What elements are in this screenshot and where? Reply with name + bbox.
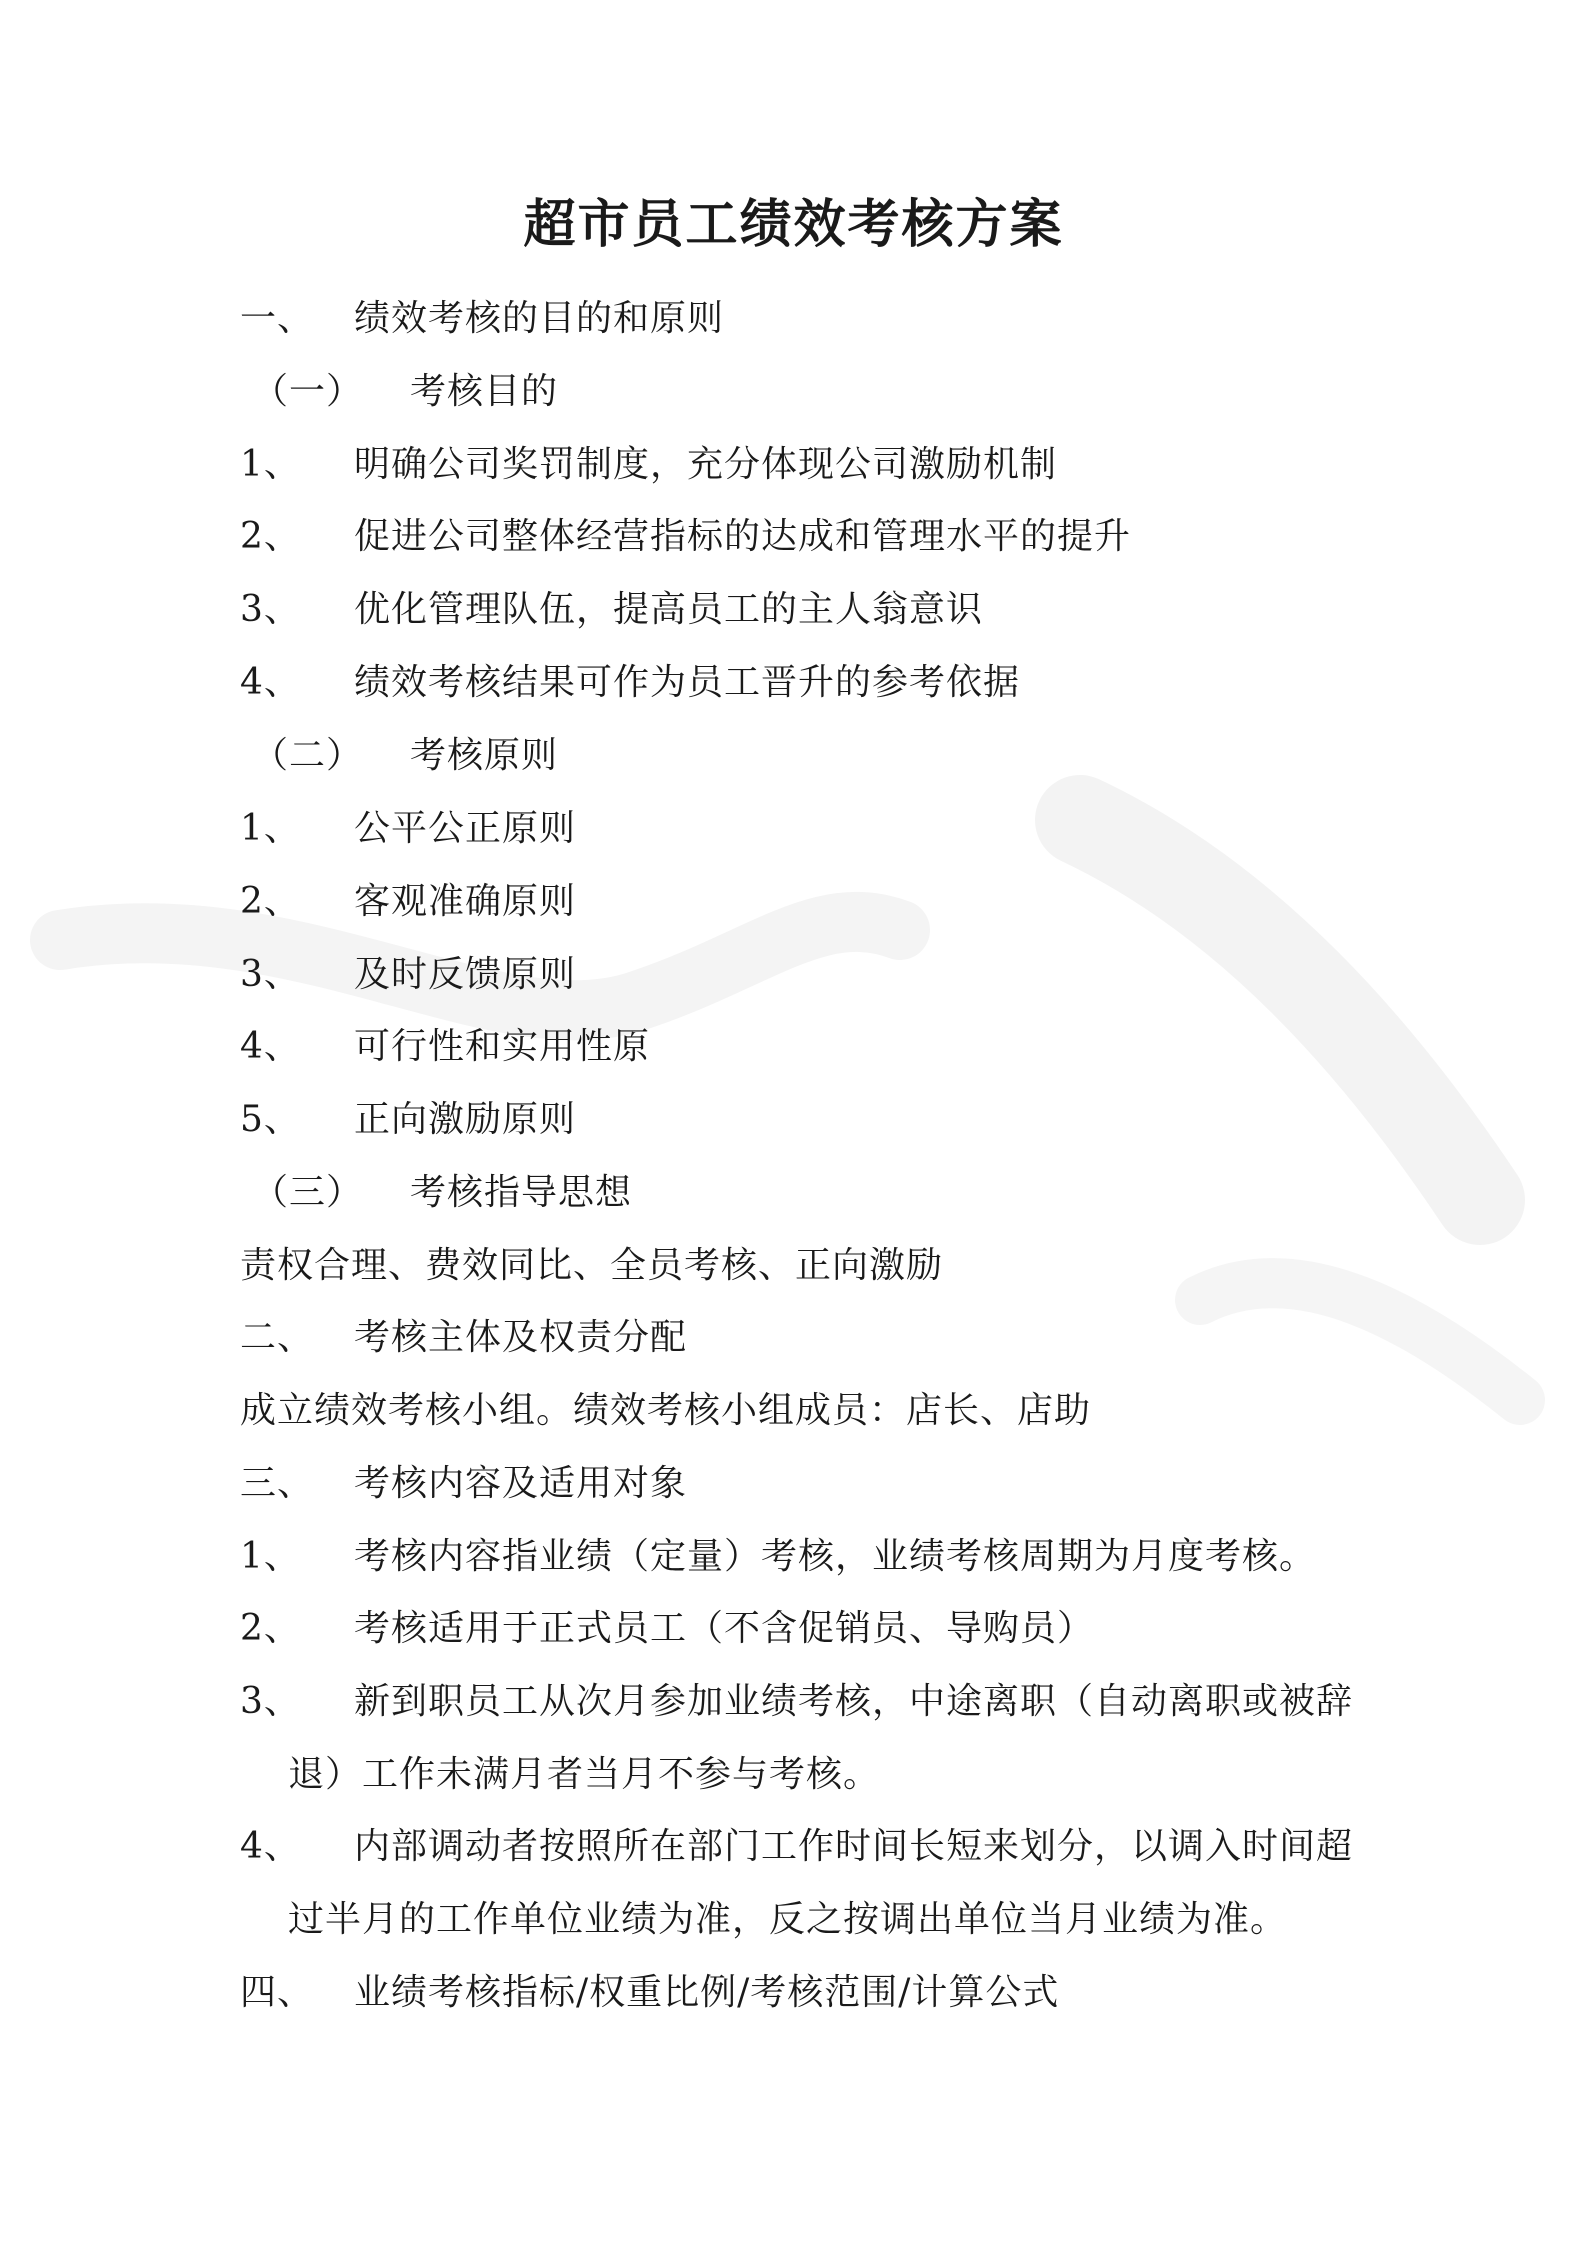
line-number: 4、 bbox=[240, 1026, 301, 1067]
section-heading-4 bbox=[240, 1968, 1059, 2018]
line-text: 促进公司整体经营指标的达成和管理水平的提升 bbox=[354, 516, 1132, 557]
line-text: 考核适用于正式员工（不含促销员、导购员） bbox=[354, 1608, 1095, 1649]
line-text: 考核主体及权责分配 bbox=[354, 1317, 688, 1358]
list-item bbox=[240, 804, 576, 854]
list-item bbox=[240, 1604, 1094, 1654]
line-number: 1、 bbox=[240, 808, 301, 849]
subsection-heading-3 bbox=[252, 1168, 632, 1218]
line-number: 2、 bbox=[240, 881, 301, 922]
line-text: 业绩考核指标/权重比例/考核范围/计算公式 bbox=[354, 1972, 1060, 2013]
paragraph bbox=[240, 1386, 1091, 1436]
line-text: 考核原则 bbox=[410, 735, 559, 776]
line-text: 明确公司奖罚制度，充分体现公司激励机制 bbox=[354, 444, 1058, 485]
line-number: 5、 bbox=[240, 1099, 301, 1140]
line-text: 过半月的工作单位业绩为准，反之按调出单位当月业绩为准。 bbox=[288, 1899, 1288, 1940]
line-number: 4、 bbox=[240, 662, 301, 703]
line-number: （三） bbox=[252, 1172, 364, 1213]
section-heading-2 bbox=[240, 1313, 687, 1363]
line-number: 四、 bbox=[240, 1972, 315, 2013]
line-text: 正向激励原则 bbox=[354, 1099, 577, 1140]
line-text: 及时反馈原则 bbox=[354, 954, 577, 995]
list-item bbox=[240, 1822, 1353, 1872]
line-number: （一） bbox=[252, 371, 364, 412]
line-number: 2、 bbox=[240, 516, 301, 557]
list-item bbox=[240, 1022, 650, 1072]
list-item bbox=[240, 1095, 576, 1145]
list-item bbox=[240, 877, 576, 927]
subsection-heading-2 bbox=[252, 731, 558, 781]
line-text: 绩效考核结果可作为员工晋升的参考依据 bbox=[354, 662, 1021, 703]
section-heading-3 bbox=[240, 1459, 687, 1509]
line-number: 一、 bbox=[240, 298, 315, 339]
line-text: 考核指导思想 bbox=[410, 1172, 633, 1213]
line-text: 新到职员工从次月参加业绩考核，中途离职（自动离职或被辞 bbox=[354, 1681, 1354, 1722]
paragraph bbox=[240, 1241, 943, 1291]
line-text: 考核内容指业绩（定量）考核，业绩考核周期为月度考核。 bbox=[354, 1536, 1317, 1577]
line-text: 公平公正原则 bbox=[354, 808, 577, 849]
line-number: 4、 bbox=[240, 1826, 301, 1867]
document-title: 超市员工绩效考核方案 bbox=[523, 194, 1064, 255]
line-text: 优化管理队伍，提高员工的主人翁意识 bbox=[354, 589, 984, 630]
line-number: 2、 bbox=[240, 1608, 301, 1649]
list-item bbox=[240, 512, 1131, 562]
line-number: 三、 bbox=[240, 1463, 315, 1504]
line-number: 3、 bbox=[240, 589, 301, 630]
line-number: 1、 bbox=[240, 444, 301, 485]
line-text: 客观准确原则 bbox=[354, 881, 577, 922]
list-item bbox=[240, 440, 1057, 490]
line-text: 可行性和实用性原 bbox=[354, 1026, 651, 1067]
line-text: 退）工作未满月者当月不参与考核。 bbox=[288, 1754, 881, 1795]
line-text: 内部调动者按照所在部门工作时间长短来划分，以调入时间超 bbox=[354, 1826, 1354, 1867]
list-item bbox=[240, 950, 576, 1000]
line-text: 责权合理、费效同比、全员考核、正向激励 bbox=[240, 1245, 944, 1286]
line-number: 二、 bbox=[240, 1317, 315, 1358]
list-item-continuation bbox=[288, 1895, 1287, 1945]
list-item bbox=[240, 658, 1020, 708]
subsection-heading-1 bbox=[252, 367, 558, 417]
list-item bbox=[240, 1677, 1353, 1727]
line-number: 1、 bbox=[240, 1536, 301, 1577]
list-item-continuation bbox=[288, 1750, 880, 1800]
line-text: 成立绩效考核小组。绩效考核小组成员：店长、店助 bbox=[240, 1390, 1092, 1431]
list-item bbox=[240, 585, 983, 635]
line-text: 考核内容及适用对象 bbox=[354, 1463, 688, 1504]
line-number: （二） bbox=[252, 735, 364, 776]
line-number: 3、 bbox=[240, 1681, 301, 1722]
line-text: 考核目的 bbox=[410, 371, 559, 412]
line-number: 3、 bbox=[240, 954, 301, 995]
section-heading-1 bbox=[240, 294, 724, 344]
list-item bbox=[240, 1532, 1316, 1582]
line-text: 绩效考核的目的和原则 bbox=[354, 298, 725, 339]
